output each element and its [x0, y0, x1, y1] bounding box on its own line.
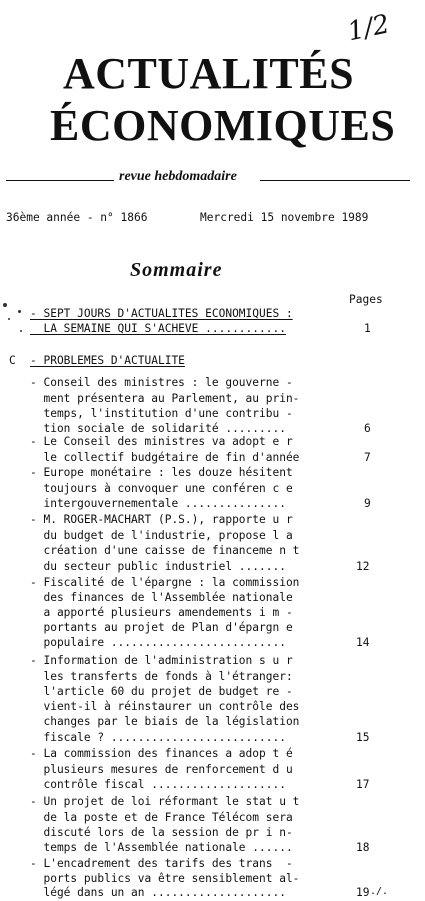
masthead-title-line2: ÉCONOMIQUES: [50, 101, 396, 150]
toc-item-line: discuté lors de la session de pr i n-: [30, 826, 293, 839]
scan-speck: [18, 310, 21, 313]
toc-item-page: 17: [356, 778, 370, 791]
masthead-title-line1: ACTUALITÉS: [63, 49, 355, 98]
toc-item-line: vient-il à réinstaurer un contrôle des: [30, 700, 300, 713]
toc-item-line: l'article 60 du projet de budget re -: [30, 685, 293, 698]
toc-item-page: 14: [356, 636, 370, 649]
toc-item-line: temps de l'Assemblée nationale ......: [30, 841, 293, 854]
toc-item-page: 12: [356, 560, 370, 573]
margin-mark: C: [9, 354, 16, 367]
toc-item-line: temps, l'institution d'une contribu -: [30, 407, 293, 420]
toc-item-line: - La commission des finances a adop t é: [30, 747, 293, 760]
toc-item-line: création d'une caisse de financeme n t: [30, 544, 300, 557]
toc-item-line: - Fiscalité de l'épargne : la commission: [30, 576, 300, 589]
handwritten-page-note: 1/2: [345, 9, 393, 48]
scan-speck: [8, 318, 10, 320]
toc-item-page: 15: [356, 731, 370, 744]
toc-item-line: plusieurs mesures de renforcement d u: [30, 763, 293, 776]
toc-item-line: - Information de l'administration s u r: [30, 654, 293, 667]
toc-item-line: le collectif budgétaire de fin d'année: [30, 451, 300, 464]
toc-item-line: de la poste et de France Télécom sera: [30, 811, 293, 824]
continuation-mark: ./.: [370, 886, 389, 897]
toc-item-line: ment présentera au Parlement, au prin-: [30, 392, 300, 405]
toc-item-line: ports publics va être sensiblement al-: [30, 872, 300, 885]
toc-item-page: 7: [364, 451, 371, 464]
toc-item-line: intergouvernementale ...............: [30, 497, 286, 510]
subtitle-rule-right: [260, 180, 410, 181]
section-current-issues: - PROBLEMES D'ACTUALITE: [30, 354, 185, 367]
masthead-subtitle: revue hebdomadaire: [119, 169, 237, 184]
toc-item-line: populaire ..........................: [30, 636, 286, 649]
toc-item-line: changes par le biais de la législation: [30, 715, 300, 728]
toc-item-line: tion sociale de solidarité .........: [30, 422, 286, 435]
toc-item-line: portants au projet de Plan d'épargn e: [30, 621, 293, 634]
toc-item-page: 9: [364, 497, 371, 510]
toc-item-page: 6: [364, 422, 371, 435]
toc-item-page: 19: [356, 886, 370, 899]
toc-item-line: toujours à convoquer une conféren c e: [30, 482, 293, 495]
scan-speck: [20, 330, 22, 332]
pages-column-header: Pages: [349, 293, 383, 306]
toc-item-line: - Le Conseil des ministres va adopt e r: [30, 435, 293, 448]
toc-item-line: - M. ROGER-MACHART (P.S.), rapporte u r: [30, 513, 293, 526]
toc-item-line: - Conseil des ministres : le gouverne -: [30, 376, 293, 389]
toc-item-line: les transferts de fonds à l'étranger:: [30, 670, 293, 683]
section-weekly-review-page: 1: [364, 322, 371, 335]
toc-item-page: 18: [356, 841, 370, 854]
scan-speck: [3, 303, 7, 307]
toc-item-line: fiscale ? ..........................: [30, 731, 286, 744]
section-weekly-review-line2: LA SEMAINE QUI S'ACHEVE ............: [30, 322, 286, 335]
toc-item-line: légé dans un an ....................: [30, 886, 286, 899]
toc-item-line: a apporté plusieurs amendements i m -: [30, 606, 293, 619]
issue-date: Mercredi 15 novembre 1989: [200, 211, 369, 224]
toc-item-line: des finances de l'Assemblée nationale: [30, 591, 293, 604]
toc-item-line: du secteur public industriel .......: [30, 560, 286, 573]
subtitle-rule-left: [6, 180, 114, 181]
toc-item-line: - L'encadrement des tarifs des trans -: [30, 857, 293, 870]
toc-item-line: - Europe monétaire : les douze hésitent: [30, 466, 293, 479]
sommaire-heading: Sommaire: [130, 259, 223, 281]
section-weekly-review-line1: - SEPT JOURS D'ACTUALITES ECONOMIQUES :: [30, 307, 293, 320]
toc-item-line: du budget de l'industrie, propose l a: [30, 529, 293, 542]
issue-volume: 36ème année - n° 1866: [6, 211, 148, 224]
toc-item-line: - Un projet de loi réformant le stat u t: [30, 795, 300, 808]
toc-item-line: contrôle fiscal ....................: [30, 778, 286, 791]
